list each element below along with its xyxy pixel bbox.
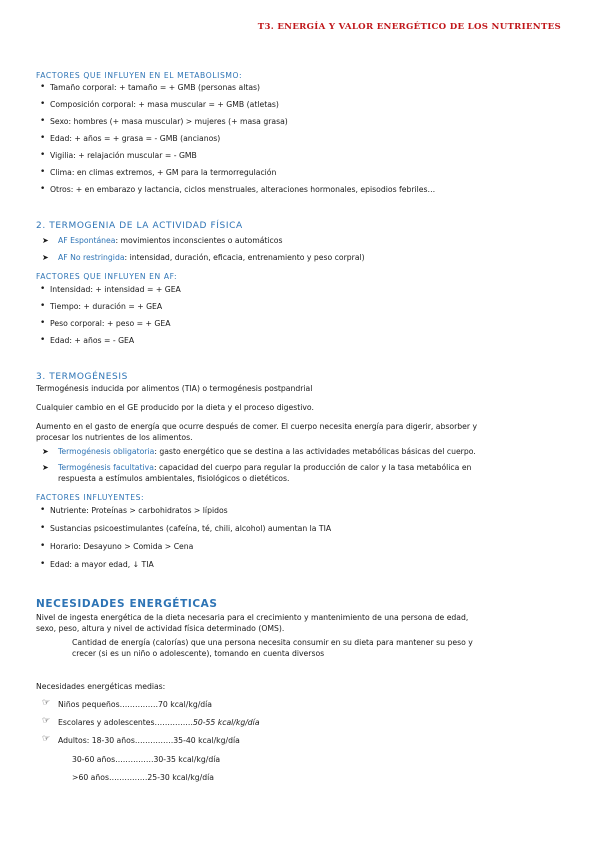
leader-dots: …………… <box>119 700 159 709</box>
term: Termogénesis facultativa <box>58 463 154 472</box>
row-label: >60 años <box>72 773 109 782</box>
term-desc: : intensidad, duración, eficacia, entrenamiento y peso corpral) <box>124 253 365 262</box>
term: AF No restringida <box>58 253 125 262</box>
list-item: • Otros: + en embarazo y lactancia, ciclos menstruales, alteraciones hormonales, episodios febriles… <box>36 184 563 195</box>
termogenesis-subtitle: FACTORES INFLUYENTES: <box>36 493 145 502</box>
section-heading: 3. TERMOGÉNESIS <box>36 372 128 382</box>
hand-pointer-icon: ☞ <box>42 734 51 744</box>
list-item: • Edad: + años = + grasa = - GMB (ancianos) <box>36 133 563 144</box>
row-value: 50-55 kcal/kg/día <box>192 718 260 727</box>
list-item: • Composición corporal: + masa muscular = + GMB (atletas) <box>36 99 563 110</box>
term: AF Espontánea <box>58 236 116 245</box>
arrow-bullet-icon: ➤ <box>42 253 49 262</box>
leader-dots: …………… <box>134 736 174 745</box>
list-item: • Peso corporal: + peso = + GEA <box>36 318 563 329</box>
list-item: • Nutriente: Proteínas > carbohidratos > lípidos <box>36 505 563 516</box>
list-item <box>36 772 563 783</box>
arrow-item <box>36 252 563 263</box>
necesidades-section <box>36 598 563 783</box>
section-heading: 2. TERMOGENIA DE LA ACTIVIDAD FÍSICA <box>36 221 243 231</box>
leader-dots: …………… <box>115 755 154 764</box>
row-value: 35-40 kcal/kg/día <box>173 736 240 745</box>
row-label: Adultos: 18-30 años <box>58 736 135 745</box>
list-item: • Sexo: hombres (+ masa muscular) > mujeres (+ masa grasa) <box>36 116 563 127</box>
section-heading: NECESIDADES ENERGÉTICAS <box>36 598 218 610</box>
list-item: • Tamaño corporal: + tamaño = + GMB (personas altas) <box>36 82 563 93</box>
term: Termogénesis obligatoria <box>58 447 155 456</box>
quote: crecer (si es un niño o adolescente), tomando en cuenta diversos <box>72 649 325 658</box>
paragraph: Cualquier cambio en el GE producido por la dieta y el proceso digestivo. <box>36 403 314 412</box>
definition: Nivel de ingesta energética de la dieta necesaria para el crecimiento y mantenimiento de una persona de edad, <box>36 613 469 622</box>
paragraph: procesar los nutrientes de los alimentos. <box>36 433 193 442</box>
actividad-subtitle: FACTORES QUE INFLUYEN EN AF: <box>36 272 178 281</box>
list-item: • Edad: a mayor edad, ↓ TIA <box>36 559 563 570</box>
row-label: Escolares y adolescentes <box>58 718 155 727</box>
termogenesis-section <box>36 372 563 570</box>
arrow-item <box>36 235 563 246</box>
hand-pointer-icon: ☞ <box>42 698 51 708</box>
metabolismo-subtitle: FACTORES QUE INFLUYEN EN EL METABOLISMO: <box>36 71 243 80</box>
paragraph: Aumento en el gasto de energía que ocurre después de comer. El cuerpo necesita energía para digerir, absorber y <box>36 422 478 431</box>
leader-dots: …………… <box>154 718 193 727</box>
arrow-bullet-icon: ➤ <box>42 463 49 472</box>
paragraph: Termogénesis inducida por alimentos (TIA) o termogénesis postpandrial <box>36 384 313 393</box>
list-item: • Tiempo: + duración = + GEA <box>36 301 563 312</box>
row-value: 30-35 kcal/kg/día <box>153 755 221 764</box>
definition: sexo, peso, altura y nivel de actividad física determinado (OMS). <box>36 624 285 633</box>
metabolismo-section <box>36 71 563 195</box>
term-desc-cont: respuesta a estímulos ambientales, fisiológicos o dietéticos. <box>58 474 290 483</box>
actividad-section <box>36 221 563 346</box>
arrow-bullet-icon: ➤ <box>42 447 49 456</box>
arrow-item <box>36 446 563 457</box>
list-item: • Vigilia: + relajación muscular = - GMB <box>36 150 563 161</box>
list-item: • Horario: Desayuno > Comida > Cena <box>36 541 563 552</box>
quote: Cantidad de energía (calorías) que una persona necesita consumir en su dieta para mantener su peso y <box>72 638 473 647</box>
medias-label: Necesidades energéticas medias: <box>36 682 166 691</box>
list-item: • Clima: en climas extremos, + GM para la termorregulación <box>36 167 563 178</box>
list-item <box>36 699 563 710</box>
arrow-bullet-icon: ➤ <box>42 236 49 245</box>
page-header: T3. ENERGÍA Y VALOR ENERGÉTICO DE LOS NUTRIENTES <box>257 22 561 32</box>
term-desc: : capacidad del cuerpo para regular la producción de calor y la tasa metabólica en <box>153 463 472 472</box>
arrow-item <box>36 462 563 484</box>
list-item: • Edad: + años = - GEA <box>36 335 563 346</box>
leader-dots: …………… <box>108 773 148 782</box>
list-item <box>36 754 563 765</box>
hand-pointer-icon: ☞ <box>42 716 51 726</box>
list-item <box>36 717 563 728</box>
term-desc: : movimientos inconscientes o automáticos <box>115 236 283 245</box>
row-label: 30-60 años <box>72 755 116 764</box>
list-item: • Intensidad: + intensidad = + GEA <box>36 284 563 295</box>
row-value: 25-30 kcal/kg/día <box>147 773 214 782</box>
term-desc: : gasto energético que se destina a las actividades metabólicas básicas del cuerpo. <box>154 447 476 456</box>
list-item <box>36 735 563 746</box>
row-label: Niños pequeños <box>58 700 120 709</box>
row-value: 70 kcal/kg/día <box>158 700 213 709</box>
list-item: • Sustancias psicoestimulantes (cafeína, té, chili, alcohol) aumentan la TIA <box>36 523 563 534</box>
